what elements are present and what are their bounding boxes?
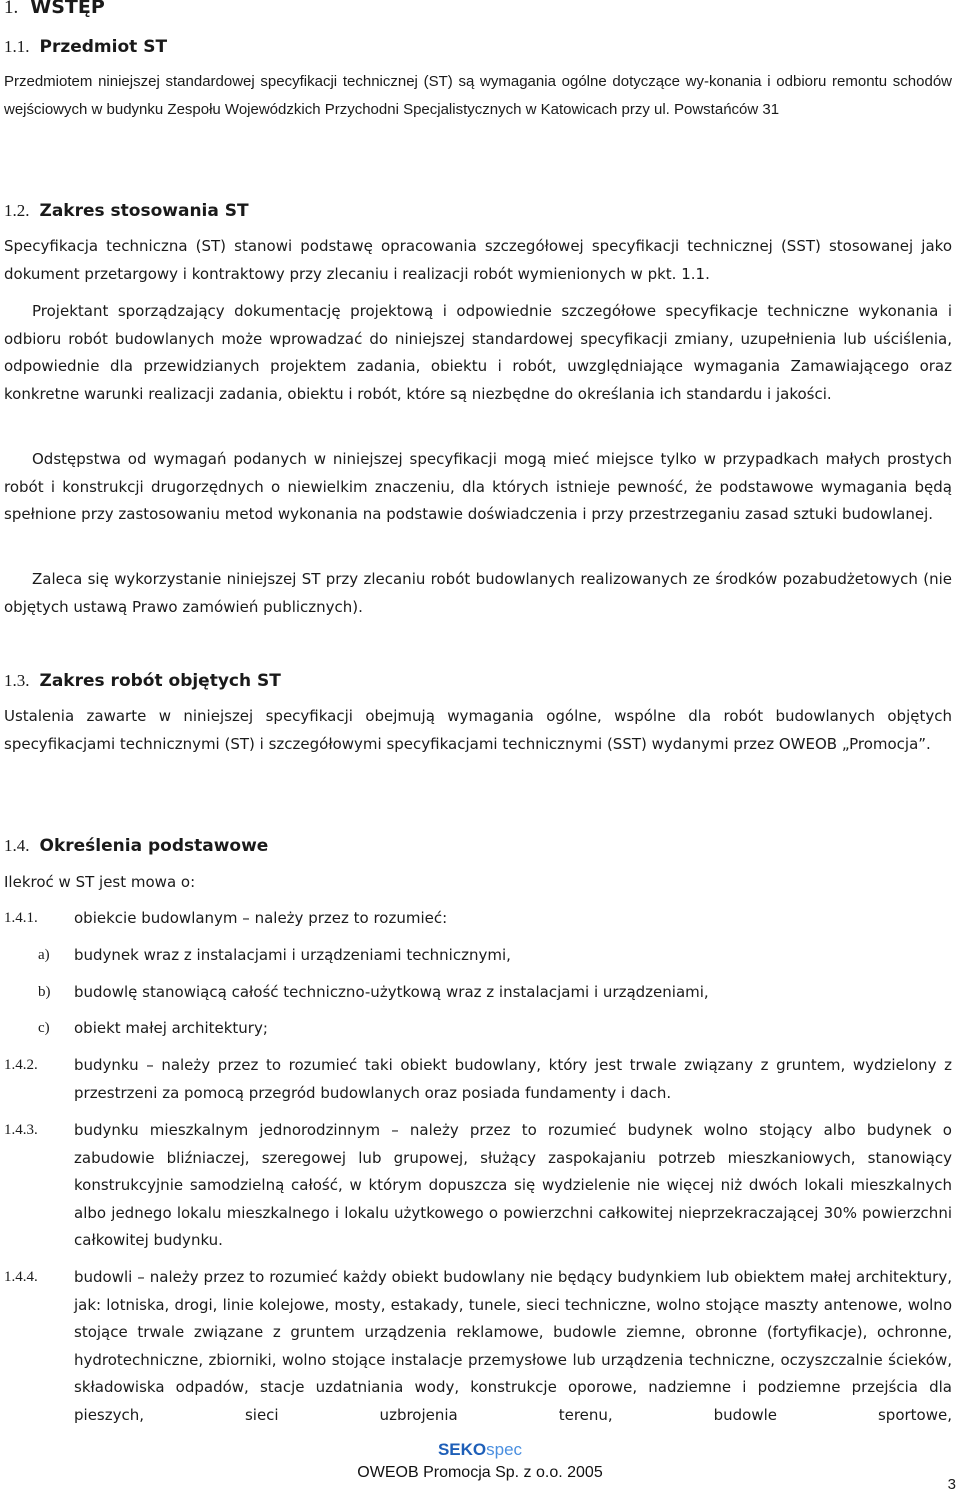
paragraph: Przedmiotem niniejszej standardowej specyfikacji technicznej (ST) są wymagania ogólne dotyczące wy-konania i odbioru remontu schodów wejściowych w budynku Zespołu Wojewódzkich Przychodni Specjalistycznych w Katowicach przy ul. Powstańców 31 (4, 73, 952, 118)
paragraph: Specyfikacja techniczna (ST) stanowi podstawę opracowania szczegółowej specyfikacji technicznej (SST) stosowanej jako dokument przetargowy i kontraktowy przy zlecaniu i realizacji robót wymienionych w pkt. 1.1. (4, 237, 952, 283)
definition-text: budowli – należy przez to rozumieć każdy obiekt budowlany nie będący budynkiem lub obiektem małej architektury, jak: lotniska, drogi, linie kolejowe, mosty, estakady, tunele, sieci techniczne, wolno stojące maszty antenowe, wolno stojące trwale związane z gruntem urządzenia reklamowe, budowle ziemne, obronne (fortyfikacje), ochronne, hydrotechniczne, zbiorniki, wolno stojące instalacje przemysłowe lub urządzenia techniczne, oczyszczalnie ścieków, składowiska odpadów, stacje uzdatniania wody, konstrukcje oporowe, nadziemne i podziemne przejścia dla pieszych, sieci uzbrojenia terenu, budowle sportowe, (74, 1268, 952, 1424)
definition-number: 1.4.2. (4, 1057, 38, 1073)
page-number: 3 (947, 1476, 956, 1493)
chapter-number: 1. (4, 0, 19, 18)
section-title: Zakres robót objętych ST (39, 671, 281, 691)
section-heading-1-1 (4, 37, 167, 57)
footer-logo (0, 1440, 960, 1460)
definition-number: 1.4.4. (4, 1269, 38, 1285)
chapter-heading (4, 0, 105, 19)
list-marker: b) (38, 984, 51, 1000)
definition-1-4-4 (4, 1264, 952, 1429)
paragraph: Ustalenia zawarte w niniejszej specyfikacji obejmują wymagania ogólne, wspólne dla robót budowlanych objętych specyfikacjami technicznymi (ST) i szczegółowymi specyfikacjami technicznymi (SST) wydanymi przez OWEOB „Promocja”. (4, 707, 952, 753)
list-item-text: budowlę stanowiącą całość techniczno-użytkową wraz z instalacjami i urządzeniami, (74, 983, 709, 1001)
definition-1-4-1 (4, 905, 952, 933)
section-number: 1.2. (4, 201, 30, 220)
section-title: Określenia podstawowe (39, 836, 269, 856)
list-item-c (4, 1015, 952, 1043)
paragraph: Zaleca się wykorzystanie niniejszej ST przy zlecaniu robót budowlanych realizowanych ze środków pozabudżetowych (nie objętych ustawą Prawo zamówień publicznych). (4, 570, 952, 616)
section-number: 1.3. (4, 671, 30, 690)
definition-1-4-2 (4, 1052, 952, 1107)
definition-text: budynku mieszkalnym jednorodzinnym – należy przez to rozumieć budynek wolno stojący albo budynek o zabudowie bliźniaczej, szeregowej lub grupowej, służący zaspokajaniu potrzeb mieszkaniowych, stanowiący konstrukcyjnie samodzielną całość, w którym dopuszcza się wydzielenie nie więcej niż dwóch lokali mieszkalnych albo jednego lokalu mieszkalnego i lokalu użytkowego o powierzchni całkowitej nieprzekraczającej 30% powierzchni całkowitej budynku. (74, 1121, 952, 1249)
definition-text: obiekcie budowlanym – należy przez to rozumieć: (74, 909, 448, 927)
definition-number: 1.4.1. (4, 910, 38, 926)
list-marker: a) (38, 947, 50, 963)
footer-text: OWEOB Promocja Sp. z o.o. 2005 (357, 1464, 603, 1481)
section-heading-1-2 (4, 201, 249, 221)
definition-text: budynku – należy przez to rozumieć taki obiekt budowlany, który jest trwale związany z gruntem, wydzielony z przestrzeni za pomocą przegród budowlanych oraz posiada fundamenty i dach. (74, 1056, 952, 1102)
definition-number: 1.4.3. (4, 1122, 38, 1138)
section-title: Przedmiot ST (39, 37, 168, 57)
list-item-text: budynek wraz z instalacjami i urządzeniami technicznymi, (74, 946, 511, 964)
intro-text: Ilekroć w ST jest mowa o: (4, 873, 196, 891)
section-title: Zakres stosowania ST (39, 201, 249, 221)
paragraph: Odstępstwa od wymagań podanych w niniejszej specyfikacji mogą mieć miejsce tylko w przypadkach małych prostych robót i konstrukcji drugorzędnych o niewielkim znaczeniu, dla których istnieje pewność, że podstawowe wymagania będą spełnione przy zastosowaniu metod wykonania na podstawie doświadczenia i przy przestrzeganiu zasad sztuki budowlanej. (4, 450, 952, 523)
section-heading-1-4 (4, 836, 268, 856)
list-marker: c) (38, 1020, 50, 1036)
paragraph: Projektant sporządzający dokumentację projektową i odpowiednie szczegółowe specyfikacje techniczne wykonania i odbioru robót budowlanych może wprowadzać do niniejszej standardowej specyfikacji zmiany, uzupełnienia lub uściślenia, odpowiednie dla przewidzianych projektem zadania, obiektu i robót, uwzględniające wymagania Zamawiającego oraz konkretne warunki realizacji zadania, obiektu i robót, które są niezbędne do określania ich standardu i jakości. (4, 302, 952, 403)
logo-part-seko: SEKO (437, 1440, 487, 1459)
chapter-title: WSTĘP (30, 0, 105, 18)
definition-1-4-3 (4, 1117, 952, 1255)
section-heading-1-3 (4, 671, 281, 691)
list-item-text: obiekt małej architektury; (74, 1019, 268, 1037)
section-number: 1.1. (4, 37, 30, 56)
list-item-b (4, 979, 952, 1007)
list-item-a (4, 942, 952, 970)
logo-part-spec: spec (486, 1440, 523, 1459)
section-number: 1.4. (4, 836, 30, 855)
